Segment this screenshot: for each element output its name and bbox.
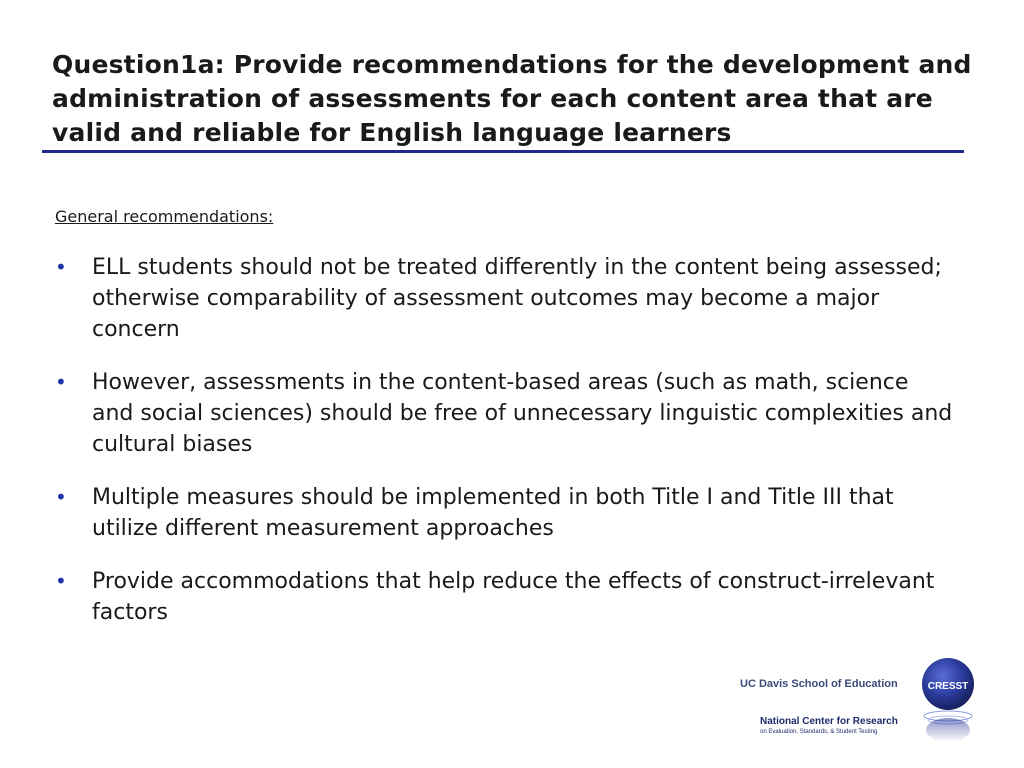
ucd-school-label: UC Davis School of Education <box>740 678 898 690</box>
recommendation-list <box>55 252 955 650</box>
cresst-logo-icon <box>918 656 978 742</box>
list-item-text: Provide accommodations that help reduce the effects of construct-irrelevant factors <box>92 569 935 625</box>
list-item <box>55 252 955 345</box>
list-item <box>55 367 955 460</box>
title-divider <box>42 150 964 153</box>
bullet-icon: • <box>55 485 67 509</box>
footer-branding <box>720 656 1010 756</box>
list-item-text: However, assessments in the content-based areas (such as math, science and social sciences) should be free of unnecessary linguistic complexities and cultural biases <box>92 370 953 457</box>
cresst-logo-text: CRESST <box>927 681 969 692</box>
section-subheading: General recommendations: <box>55 207 274 226</box>
ncr-subtitle: on Evaluation, Standards, & Student Testing <box>760 729 878 735</box>
list-item <box>55 566 955 628</box>
slide-title: Question1a: Provide recommendations for the development and administration of assessments for each content area that are valid and reliable for English language learners <box>52 50 972 147</box>
list-item-text: ELL students should not be treated differently in the content being assessed; otherwise comparability of assessment outcomes may become a major concern <box>92 255 942 342</box>
list-item <box>55 482 955 544</box>
bullet-icon: • <box>55 255 67 279</box>
bullet-icon: • <box>55 370 67 394</box>
bullet-icon: • <box>55 569 67 593</box>
ncr-label: National Center for Research <box>760 716 898 727</box>
list-item-text: Multiple measures should be implemented in both Title I and Title III that utilize different measurement approaches <box>92 485 894 541</box>
